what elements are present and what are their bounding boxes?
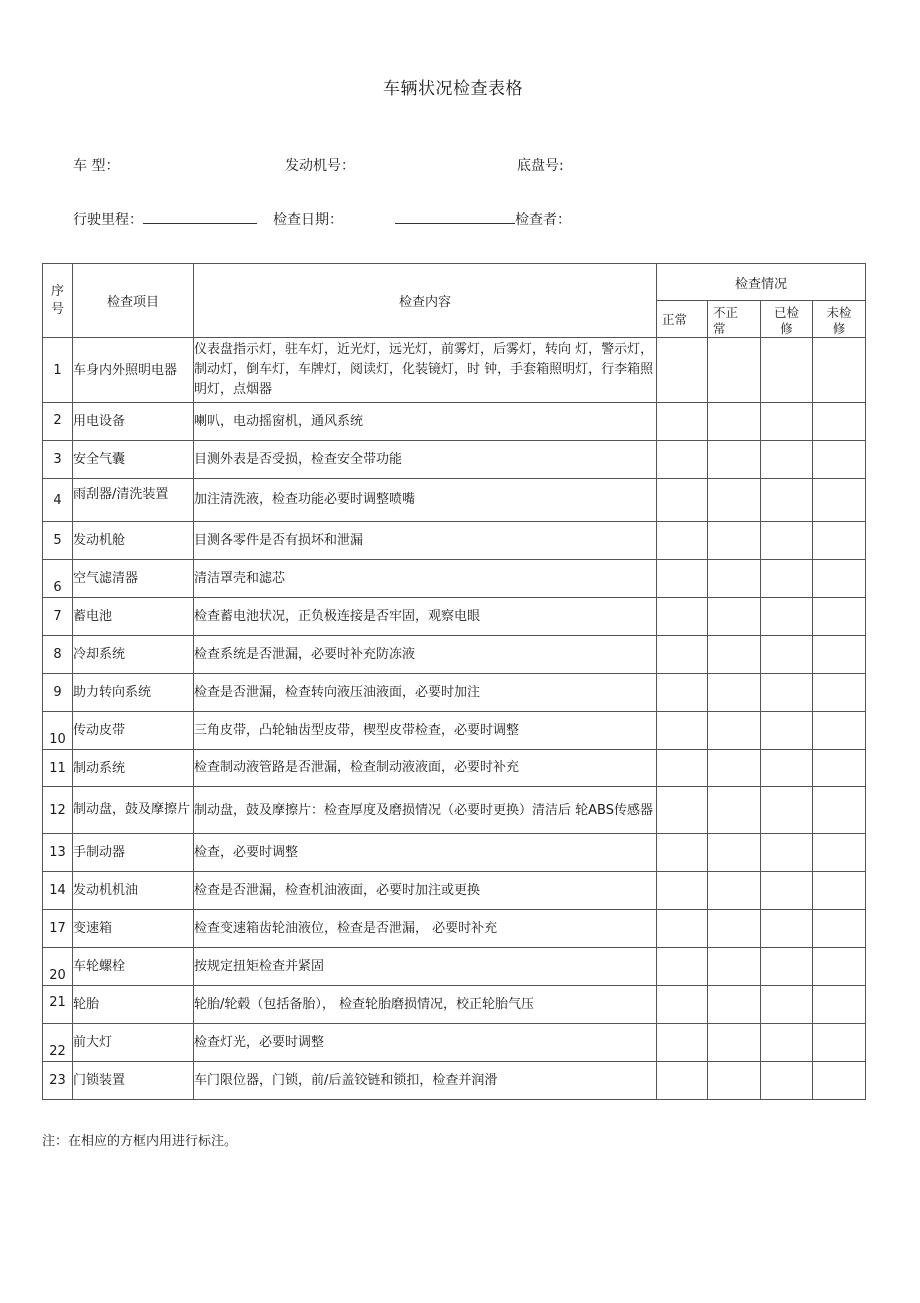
chassis-no-label: 底盘号: — [517, 158, 564, 174]
checkbox-unchecked[interactable] — [813, 712, 866, 750]
checkbox-checked[interactable] — [761, 338, 813, 403]
footnote: 注：在相应的方框内用进行标注。 — [42, 1134, 238, 1149]
checkbox-checked[interactable] — [761, 910, 813, 948]
checkbox-normal[interactable] — [657, 712, 708, 750]
row-number: 22 — [43, 1024, 73, 1062]
checkbox-normal[interactable] — [657, 986, 708, 1024]
table-row — [43, 910, 866, 948]
checkbox-unchecked[interactable] — [813, 1024, 866, 1062]
header-normal — [657, 301, 708, 338]
checkbox-normal[interactable] — [657, 1062, 708, 1100]
row-item-text: 车身内外照明电器 — [73, 362, 178, 378]
checkbox-normal[interactable] — [657, 948, 708, 986]
row-number: 10 — [43, 712, 73, 750]
checkbox-abnormal[interactable] — [708, 1062, 761, 1100]
checkbox-unchecked[interactable] — [813, 403, 866, 441]
checkbox-normal[interactable] — [657, 750, 708, 787]
checkbox-unchecked[interactable] — [813, 872, 866, 910]
checkbox-checked[interactable] — [761, 674, 813, 712]
row-number: 23 — [43, 1062, 73, 1100]
mileage-input-line[interactable] — [143, 211, 257, 224]
header-abnormal — [708, 301, 761, 338]
row-number: 3 — [43, 441, 73, 479]
checkbox-unchecked[interactable] — [813, 1062, 866, 1100]
table-row — [43, 598, 866, 636]
row-content: 目测外表是否受损，检查安全带功能 — [194, 441, 657, 479]
row-content: 检查是否泄漏，检查转向液压油液面，必要时加注 — [194, 674, 657, 712]
row-content: 喇叭，电动摇窗机，通风系统 — [194, 403, 657, 441]
checkbox-checked[interactable] — [761, 403, 813, 441]
checkbox-unchecked[interactable] — [813, 598, 866, 636]
row-content: 仪表盘指示灯，驻车灯，近光灯，远光灯，前雾灯，后雾灯，转向 灯，警示灯，制动灯，倒车灯，车牌灯，阅读灯，化装镜灯，时 钟，手套箱照明灯，行李箱照明灯，点烟器 — [194, 338, 657, 403]
checkbox-normal[interactable] — [657, 674, 708, 712]
row-item: 轮胎 — [73, 986, 194, 1024]
row-item: 安全气囊 — [73, 441, 194, 479]
row-number: 6 — [43, 560, 73, 598]
checkbox-checked[interactable] — [761, 948, 813, 986]
checkbox-unchecked[interactable] — [813, 674, 866, 712]
checkbox-abnormal[interactable] — [708, 1024, 761, 1062]
row-number: 9 — [43, 674, 73, 712]
inspector-field — [395, 209, 571, 229]
row-number: 12 — [43, 787, 73, 834]
row-item: 发动机舱 — [73, 522, 194, 560]
row-item: 车轮螺栓 — [73, 948, 194, 986]
header-status: 检查情况 — [657, 264, 866, 301]
row-number: 4 — [43, 479, 73, 522]
table-row — [43, 750, 866, 787]
header-checked — [761, 301, 813, 338]
checkbox-checked[interactable] — [761, 522, 813, 560]
header-unchecked-text: 未检修 — [826, 305, 852, 336]
row-content: 检查变速箱齿轮油液位，检查是否泄漏， 必要时补充 — [194, 910, 657, 948]
checkbox-abnormal[interactable] — [708, 636, 761, 674]
checkbox-normal[interactable] — [657, 560, 708, 598]
row-content: 目测各零件是否有损坏和泄漏 — [194, 522, 657, 560]
checkbox-abnormal[interactable] — [708, 872, 761, 910]
checkbox-unchecked[interactable] — [813, 560, 866, 598]
checkbox-checked[interactable] — [761, 1062, 813, 1100]
row-content: 按规定扭矩检查并紧固 — [194, 948, 657, 986]
checkbox-checked[interactable] — [761, 441, 813, 479]
table-row — [43, 787, 866, 834]
row-item: 冷却系统 — [73, 636, 194, 674]
table-row — [43, 441, 866, 479]
checkbox-checked[interactable] — [761, 560, 813, 598]
row-content: 检查制动液管路是否泄漏，检查制动液液面，必要时补充 — [194, 750, 657, 787]
checkbox-abnormal[interactable] — [708, 787, 761, 834]
checkbox-normal[interactable] — [657, 910, 708, 948]
row-item-text: 制动盘，鼓及摩擦片 — [73, 802, 191, 817]
row-content: 检查系统是否泄漏，必要时补充防冻液 — [194, 636, 657, 674]
checkbox-abnormal[interactable] — [708, 674, 761, 712]
table-row — [43, 948, 866, 986]
checkbox-abnormal[interactable] — [708, 441, 761, 479]
engine-no-label: 发动机号： — [285, 158, 355, 174]
header-seq: 序号 — [43, 264, 73, 338]
checkbox-checked[interactable] — [761, 750, 813, 787]
checkbox-unchecked[interactable] — [813, 441, 866, 479]
checkbox-checked[interactable] — [761, 636, 813, 674]
checkbox-abnormal[interactable] — [708, 403, 761, 441]
checkbox-unchecked[interactable] — [813, 636, 866, 674]
checkbox-checked[interactable] — [761, 986, 813, 1024]
checkbox-checked[interactable] — [761, 598, 813, 636]
checkbox-checked[interactable] — [761, 834, 813, 872]
row-number: 11 — [43, 750, 73, 787]
row-content: 检查蓄电池状况，正负极连接是否牢固，观察电眼 — [194, 598, 657, 636]
table-row — [43, 872, 866, 910]
row-item: 空气滤清器 — [73, 560, 194, 598]
row-content: 清洁罩壳和滤芯 — [194, 560, 657, 598]
row-item: 变速箱 — [73, 910, 194, 948]
mileage-field — [73, 209, 257, 229]
checkbox-abnormal[interactable] — [708, 910, 761, 948]
inspection-table — [42, 263, 866, 1100]
mileage-label: 行驶里程： — [73, 212, 143, 228]
row-item: 手制动器 — [73, 834, 194, 872]
checkbox-normal[interactable] — [657, 872, 708, 910]
checkbox-unchecked[interactable] — [813, 522, 866, 560]
page-title: 车辆状况检查表格 — [383, 79, 523, 99]
checkbox-normal[interactable] — [657, 403, 708, 441]
row-content: 轮胎/轮毂（包括备胎）， 检查轮胎磨损情况，校正轮胎气压 — [194, 986, 657, 1024]
row-item: 传动皮带 — [73, 712, 194, 750]
row-number: 5 — [43, 522, 73, 560]
header-content: 检查内容 — [194, 264, 657, 338]
table-row — [43, 403, 866, 441]
header-item: 检查项目 — [73, 264, 194, 338]
checkbox-normal[interactable] — [657, 834, 708, 872]
row-number: 21 — [43, 986, 73, 1024]
checkbox-checked[interactable] — [761, 787, 813, 834]
row-item: 助力转向系统 — [73, 674, 194, 712]
checkbox-unchecked[interactable] — [813, 479, 866, 522]
row-number: 7 — [43, 598, 73, 636]
row-item: 用电设备 — [73, 403, 194, 441]
table-row — [43, 338, 866, 403]
checkbox-abnormal[interactable] — [708, 750, 761, 787]
checkbox-unchecked[interactable] — [813, 910, 866, 948]
checkbox-abnormal[interactable] — [708, 712, 761, 750]
checkbox-normal[interactable] — [657, 787, 708, 834]
checkbox-checked[interactable] — [761, 1024, 813, 1062]
checkbox-unchecked[interactable] — [813, 787, 866, 834]
header-checked-text: 已检修 — [773, 305, 799, 336]
table-row — [43, 674, 866, 712]
checkbox-unchecked[interactable] — [813, 948, 866, 986]
inspector-label: 检查者： — [515, 212, 571, 228]
table-body — [43, 338, 866, 1100]
checkbox-unchecked[interactable] — [813, 834, 866, 872]
checkbox-abnormal[interactable] — [708, 834, 761, 872]
checkbox-normal[interactable] — [657, 1024, 708, 1062]
row-number: 1 — [43, 338, 73, 403]
row-number: 20 — [43, 948, 73, 986]
checkbox-abnormal[interactable] — [708, 986, 761, 1024]
row-number: 14 — [43, 872, 73, 910]
row-content: 三角皮带，凸轮轴齿型皮带，楔型皮带检查，必要时调整 — [194, 712, 657, 750]
checkbox-unchecked[interactable] — [813, 750, 866, 787]
checkbox-abnormal[interactable] — [708, 522, 761, 560]
row-content: 加注清洗液，检查功能必要时调整喷嘴 — [194, 479, 657, 522]
table-row — [43, 636, 866, 674]
row-item: 门锁装置 — [73, 1062, 194, 1100]
checkbox-normal[interactable] — [657, 636, 708, 674]
vehicle-type-label: 车 型： — [73, 158, 120, 174]
checkbox-abnormal[interactable] — [708, 560, 761, 598]
table-row — [43, 1062, 866, 1100]
row-number: 17 — [43, 910, 73, 948]
row-content: 检查，必要时调整 — [194, 834, 657, 872]
checkbox-normal[interactable] — [657, 522, 708, 560]
checkbox-checked[interactable] — [761, 872, 813, 910]
checkbox-abnormal[interactable] — [708, 338, 761, 403]
row-content: 检查是否泄漏，检查机油液面，必要时加注或更换 — [194, 872, 657, 910]
checkbox-abnormal[interactable] — [708, 479, 761, 522]
table-row — [43, 834, 866, 872]
table-row — [43, 986, 866, 1024]
row-item: 发动机机油 — [73, 872, 194, 910]
check-date-label: 检查日期： — [273, 212, 343, 228]
checkbox-normal[interactable] — [657, 479, 708, 522]
checkbox-unchecked[interactable] — [813, 338, 866, 403]
row-content: 检查灯光，必要时调整 — [194, 1024, 657, 1062]
checkbox-checked[interactable] — [761, 479, 813, 522]
checkbox-abnormal[interactable] — [708, 598, 761, 636]
checkbox-checked[interactable] — [761, 712, 813, 750]
table-row — [43, 479, 866, 522]
table-row — [43, 522, 866, 560]
check-date-input-line[interactable] — [395, 211, 515, 224]
row-number: 2 — [43, 403, 73, 441]
row-item-text: 雨刮器/清洗装置 — [73, 487, 169, 502]
row-item: 前大灯 — [73, 1024, 194, 1062]
row-content: 制动盘，鼓及摩擦片：检查厚度及磨损情况（必要时更换）清洁后 轮ABS传感器 — [194, 787, 657, 834]
checkbox-normal[interactable] — [657, 598, 708, 636]
checkbox-normal[interactable] — [657, 441, 708, 479]
row-item: 蓄电池 — [73, 598, 194, 636]
table-row — [43, 560, 866, 598]
header-normal-text: 正常 — [662, 312, 688, 327]
row-item — [73, 338, 194, 403]
table-row — [43, 712, 866, 750]
row-number: 13 — [43, 834, 73, 872]
row-number: 8 — [43, 636, 73, 674]
checkbox-unchecked[interactable] — [813, 986, 866, 1024]
checkbox-abnormal[interactable] — [708, 948, 761, 986]
header-abnormal-text: 不正常 — [713, 305, 739, 336]
table-row — [43, 1024, 866, 1062]
header-unchecked — [813, 301, 866, 338]
row-item: 制动系统 — [73, 750, 194, 787]
row-content: 车门限位器，门锁，前/后盖铰链和锁扣，检查并润滑 — [194, 1062, 657, 1100]
checkbox-normal[interactable] — [657, 338, 708, 403]
row-item — [73, 787, 194, 834]
row-item — [73, 479, 194, 522]
